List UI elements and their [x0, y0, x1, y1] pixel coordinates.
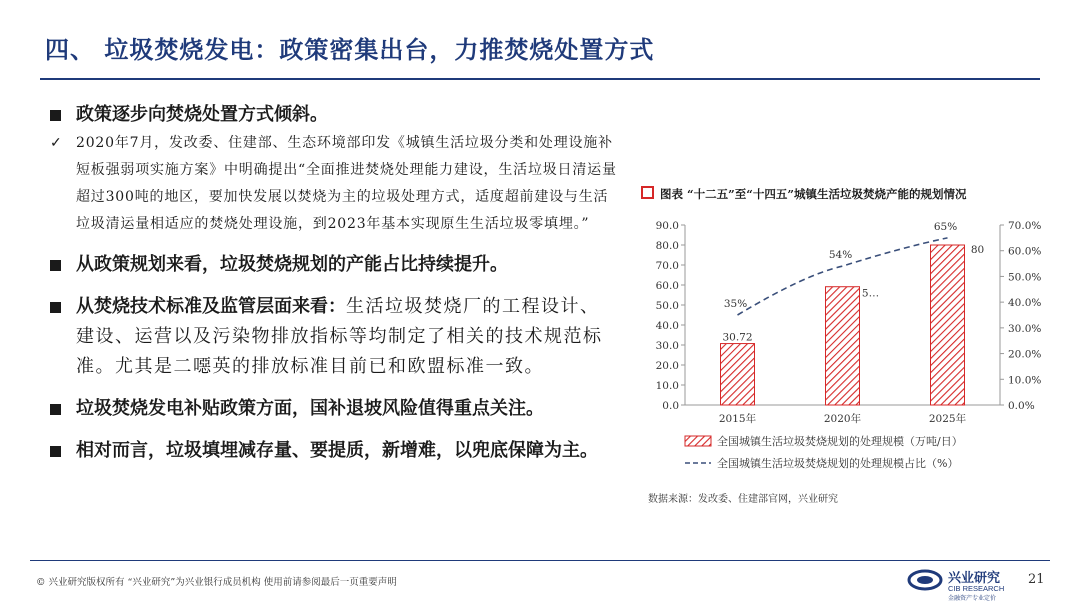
bar — [931, 245, 965, 405]
square-bullet-icon — [50, 260, 61, 271]
bar-data-label: 30.72 — [722, 331, 753, 344]
left-tick-label: 0.0 — [662, 400, 679, 412]
chart-title — [641, 186, 966, 202]
bullet-item — [48, 100, 618, 130]
right-tick-label: 40.0% — [1008, 297, 1042, 310]
logo-sub: 金融资产专业定价 — [948, 595, 997, 602]
capacity-chart — [640, 210, 1050, 480]
bullet-item — [48, 436, 618, 466]
page-number: 21 — [1028, 572, 1045, 587]
left-tick-label: 90.0 — [655, 220, 679, 232]
data-source: 数据来源：发改委、住建部官网，兴业研究 — [648, 494, 838, 505]
footer-divider — [30, 560, 1050, 561]
square-bullet-icon — [50, 110, 61, 121]
left-tick-label: 80.0 — [655, 240, 679, 252]
page-title: 四、 垃圾焚烧发电：政策密集出台，力推焚烧处置方式 — [45, 35, 655, 64]
left-tick-label: 30.0 — [655, 340, 679, 352]
bullet-lead: 从焚烧技术标准及监管层面来看： — [76, 296, 346, 317]
x-tick-label: 2020年 — [823, 413, 862, 425]
left-tick-label: 50.0 — [655, 300, 679, 312]
bullet-list — [48, 100, 618, 466]
right-tick-label: 50.0% — [1008, 271, 1042, 284]
footer-text: © 兴业研究版权所有 “兴业研究”为兴业银行成员机构 使用前请参阅最后一页重要声明 — [36, 577, 397, 588]
chart-marker-icon — [641, 186, 654, 199]
left-tick-label: 10.0 — [655, 380, 679, 392]
bullet-item — [48, 292, 618, 382]
left-tick-label: 40.0 — [655, 320, 679, 332]
right-tick-label: 20.0% — [1008, 348, 1042, 361]
right-tick-label: 30.0% — [1008, 322, 1042, 335]
title-divider — [40, 78, 1040, 80]
legend-bar-swatch — [685, 436, 711, 446]
line-data-label: 54% — [828, 249, 853, 262]
bar-data-label: 80 — [970, 244, 985, 256]
x-tick-label: 2015年 — [718, 413, 757, 425]
right-tick-label: 0.0% — [1008, 400, 1035, 412]
left-tick-label: 20.0 — [655, 360, 679, 372]
bullet-lead: 从政策规划来看，垃圾焚烧规划的产能占比持续提升。 — [76, 254, 508, 275]
bar-data-label: 5… — [861, 287, 880, 300]
right-tick-label: 10.0% — [1008, 374, 1042, 387]
logo-cn: 兴业研究 — [948, 571, 1001, 586]
bullet-item — [48, 394, 618, 424]
bullet-lead: 垃圾焚烧发电补贴政策方面，国补退坡风险值得重点关注。 — [76, 398, 544, 419]
policy-detail-text: 2020年7月，发改委、住建部、生态环境部印发《城镇生活垃圾分类和处理设施补短板强弱项实施方案》中明确提出“全面推进焚烧处理能力建设，生活垃圾日清运量超过300吨的地区，要加快发展以焚烧为主的垃圾处理方式，适度超前建设与生活垃圾清运量相适应的焚烧处理设施，到2023年基本实现原生生活垃圾零填埋。” — [76, 135, 617, 232]
bullet-lead: 政策逐步向焚烧处置方式倾斜。 — [76, 104, 328, 125]
bullet-rest: 生活垃圾焚烧厂的工程设计、建设、运营以及污染物排放指标等均制定了相关的技术规范标准。尤其是二噁英的排放标准目前已和欧盟标准一致。 — [76, 296, 603, 377]
bar — [721, 344, 755, 405]
line-data-label: 65% — [933, 220, 958, 233]
chart-title-text: 图表 “十二五”至“十四五”城镇生活垃圾焚烧产能的规划情况 — [660, 187, 967, 201]
legend-line-label: 全国城镇生活垃圾焚烧规划的处理规模占比（%） — [717, 457, 959, 470]
line-data-label: 35% — [723, 298, 748, 310]
logo-en: CIB RESEARCH — [948, 584, 1005, 593]
left-tick-label: 70.0 — [655, 260, 679, 272]
square-bullet-icon — [50, 446, 61, 457]
square-bullet-icon — [50, 302, 61, 313]
left-tick-label: 60.0 — [655, 280, 679, 292]
x-tick-label: 2025年 — [928, 413, 967, 425]
bullet-lead: 相对而言，垃圾填埋减存量、要提质，新增难，以兜底保障为主。 — [76, 440, 598, 461]
bar — [826, 287, 860, 405]
bullet-item — [48, 250, 618, 280]
square-bullet-icon — [50, 404, 61, 415]
policy-detail — [48, 130, 618, 238]
checkmark-icon: ✓ — [50, 135, 63, 151]
right-tick-label: 70.0% — [1008, 220, 1042, 232]
right-tick-label: 60.0% — [1008, 245, 1042, 258]
legend-bar-label: 全国城镇生活垃圾焚烧规划的处理规模（万吨/日） — [717, 435, 963, 448]
